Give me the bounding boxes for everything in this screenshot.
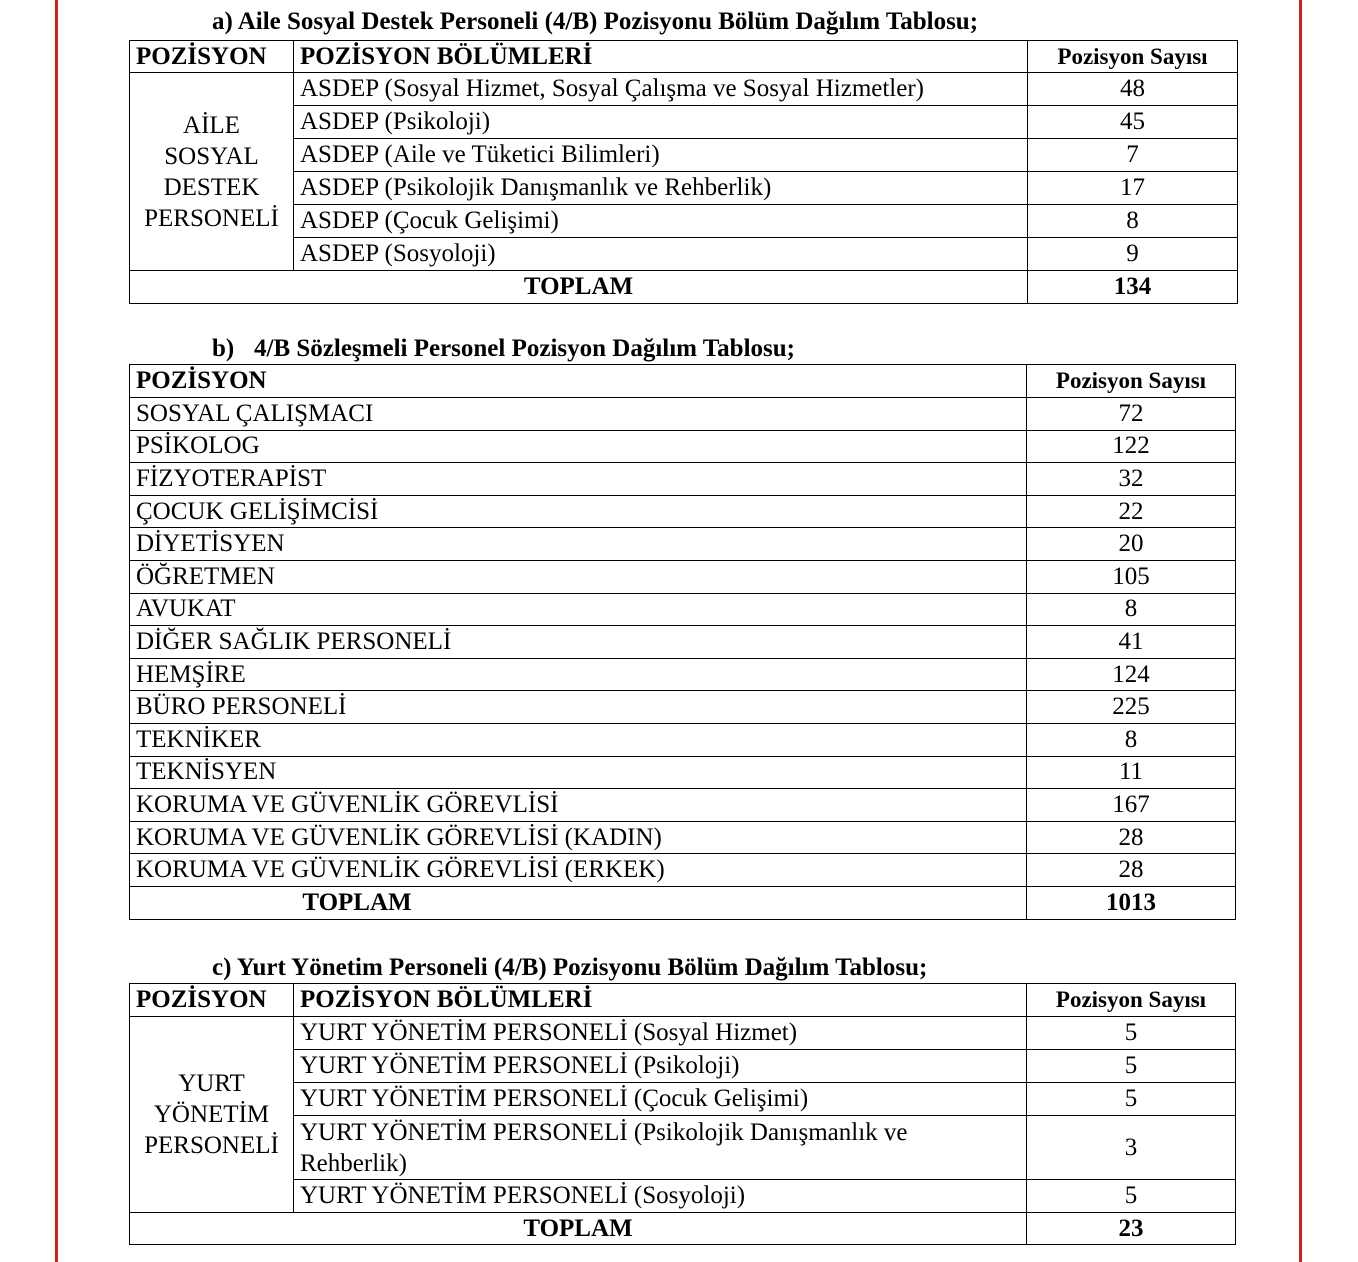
section-b-title <box>212 335 795 363</box>
row-count: 28 <box>1027 821 1236 854</box>
section-b-title-text: 4/B Sözleşmeli Personel Pozisyon Dağılım Tablosu; <box>254 335 795 362</box>
table-row <box>130 691 1236 724</box>
group-line: YÖNETİM <box>153 1101 270 1128</box>
row-count: 28 <box>1027 854 1236 887</box>
table-row <box>130 495 1236 528</box>
row-count: 22 <box>1027 495 1236 528</box>
row-count: 8 <box>1027 593 1236 626</box>
row-count: 124 <box>1027 658 1236 691</box>
group-line: PERSONELİ <box>144 1132 279 1159</box>
group-line: AİLE <box>183 111 240 139</box>
section-a-header-count: Pozisyon Sayısı <box>1028 41 1238 73</box>
table-row <box>130 1083 1236 1116</box>
row-count: 167 <box>1027 789 1236 822</box>
section-a-header-position: POZİSYON <box>130 41 294 73</box>
group-line: SOSYAL <box>164 142 259 170</box>
row-count: 48 <box>1028 73 1238 106</box>
table-row <box>130 789 1236 822</box>
total-row <box>130 886 1236 919</box>
total-label-text: TOPLAM <box>302 888 412 916</box>
table-row <box>130 1180 1236 1213</box>
table-row <box>130 106 1238 139</box>
row-count: 8 <box>1027 723 1236 756</box>
table-row <box>130 723 1236 756</box>
table-row <box>130 398 1236 431</box>
section-a-header-departments: POZİSYON BÖLÜMLERİ <box>294 41 1028 73</box>
row-count: 122 <box>1027 430 1236 463</box>
row-name: KORUMA VE GÜVENLİK GÖREVLİSİ (KADIN) <box>130 821 1027 854</box>
row-count: 5 <box>1027 1050 1236 1083</box>
row-count: 3 <box>1027 1116 1236 1180</box>
row-name: ASDEP (Psikoloji) <box>294 106 1028 139</box>
row-name: ASDEP (Psikolojik Danışmanlık ve Rehberlik) <box>294 172 1028 205</box>
table-row <box>130 430 1236 463</box>
table-row <box>130 528 1236 561</box>
row-name: ÇOCUK GELİŞİMCİSİ <box>130 495 1027 528</box>
row-name: AVUKAT <box>130 593 1027 626</box>
row-name: ASDEP (Sosyoloji) <box>294 238 1028 271</box>
table-row <box>130 205 1238 238</box>
total-row <box>130 1213 1236 1245</box>
section-c-title: c) Yurt Yönetim Personeli (4/B) Pozisyonu Bölüm Dağılım Tablosu; <box>212 954 928 981</box>
row-count: 5 <box>1027 1017 1236 1050</box>
total-value: 1013 <box>1027 886 1236 919</box>
row-count: 32 <box>1027 463 1236 496</box>
group-line: DESTEK <box>163 173 260 201</box>
table-row <box>130 593 1236 626</box>
table-row <box>130 560 1236 593</box>
section-b-title-prefix: b) <box>212 335 235 362</box>
row-name: YURT YÖNETİM PERSONELİ (Sosyoloji) <box>294 1180 1027 1213</box>
row-name: YURT YÖNETİM PERSONELİ (Psikoloji) <box>294 1050 1027 1083</box>
section-b-header-position: POZİSYON <box>130 365 1027 398</box>
row-name: HEMŞİRE <box>130 658 1027 691</box>
section-b-header-count: Pozisyon Sayısı <box>1027 365 1236 398</box>
row-name: DİYETİSYEN <box>130 528 1027 561</box>
table-row <box>130 1017 1236 1050</box>
total-value: 23 <box>1027 1213 1236 1245</box>
total-row <box>130 271 1238 304</box>
row-name: ASDEP (Sosyal Hizmet, Sosyal Çalışma ve Sosyal Hizmetler) <box>294 73 1028 106</box>
row-count: 11 <box>1027 756 1236 789</box>
row-name: KORUMA VE GÜVENLİK GÖREVLİSİ (ERKEK) <box>130 854 1027 887</box>
row-count: 41 <box>1027 626 1236 659</box>
table-row <box>130 658 1236 691</box>
row-name: TEKNİKER <box>130 723 1027 756</box>
row-count: 225 <box>1027 691 1236 724</box>
section-a-title: a) Aile Sosyal Destek Personeli (4/B) Pozisyonu Bölüm Dağılım Tablosu; <box>212 8 979 35</box>
row-name: BÜRO PERSONELİ <box>130 691 1027 724</box>
row-count: 17 <box>1028 172 1238 205</box>
row-count: 72 <box>1027 398 1236 431</box>
table-row <box>130 756 1236 789</box>
section-c-table <box>129 983 1236 1245</box>
total-label: TOPLAM <box>130 271 1028 304</box>
row-name: YURT YÖNETİM PERSONELİ (Çocuk Gelişimi) <box>294 1083 1027 1116</box>
row-name: DİĞER SAĞLIK PERSONELİ <box>130 626 1027 659</box>
row-name: YURT YÖNETİM PERSONELİ (Psikolojik Danışmanlık ve Rehberlik) <box>294 1116 1027 1180</box>
section-c-header-count: Pozisyon Sayısı <box>1027 984 1236 1017</box>
row-count: 7 <box>1028 139 1238 172</box>
section-c-header-position: POZİSYON <box>130 984 294 1017</box>
section-a-group-cell <box>130 73 294 271</box>
row-name: SOSYAL ÇALIŞMACI <box>130 398 1027 431</box>
table-row <box>130 463 1236 496</box>
row-count: 105 <box>1027 560 1236 593</box>
table-row <box>130 626 1236 659</box>
table-row <box>130 1050 1236 1083</box>
section-c-group-cell <box>130 1017 294 1213</box>
row-count: 8 <box>1028 205 1238 238</box>
table-row <box>130 238 1238 271</box>
row-name: ÖĞRETMEN <box>130 560 1027 593</box>
table-row <box>130 854 1236 887</box>
total-label: TOPLAM <box>130 1213 1027 1245</box>
row-name: KORUMA VE GÜVENLİK GÖREVLİSİ <box>130 789 1027 822</box>
row-count: 5 <box>1027 1083 1236 1116</box>
section-b-table <box>129 364 1236 920</box>
row-name: ASDEP (Çocuk Gelişimi) <box>294 205 1028 238</box>
total-value: 134 <box>1028 271 1238 304</box>
row-name: FİZYOTERAPİST <box>130 463 1027 496</box>
row-count: 45 <box>1028 106 1238 139</box>
row-name: YURT YÖNETİM PERSONELİ (Sosyal Hizmet) <box>294 1017 1027 1050</box>
page-border-right <box>1299 0 1302 1262</box>
page-border-left <box>55 0 58 1262</box>
section-a-table <box>129 40 1238 304</box>
row-name: PSİKOLOG <box>130 430 1027 463</box>
section-c-header-departments: POZİSYON BÖLÜMLERİ <box>294 984 1027 1017</box>
group-line: YURT <box>178 1070 245 1097</box>
row-name: TEKNİSYEN <box>130 756 1027 789</box>
table-row <box>130 73 1238 106</box>
table-row <box>130 1116 1236 1180</box>
table-row <box>130 821 1236 854</box>
table-row <box>130 139 1238 172</box>
group-line: PERSONELİ <box>144 204 279 232</box>
table-row <box>130 172 1238 205</box>
row-name: ASDEP (Aile ve Tüketici Bilimleri) <box>294 139 1028 172</box>
total-label <box>130 886 1027 919</box>
row-count: 5 <box>1027 1180 1236 1213</box>
row-count: 9 <box>1028 238 1238 271</box>
row-count: 20 <box>1027 528 1236 561</box>
